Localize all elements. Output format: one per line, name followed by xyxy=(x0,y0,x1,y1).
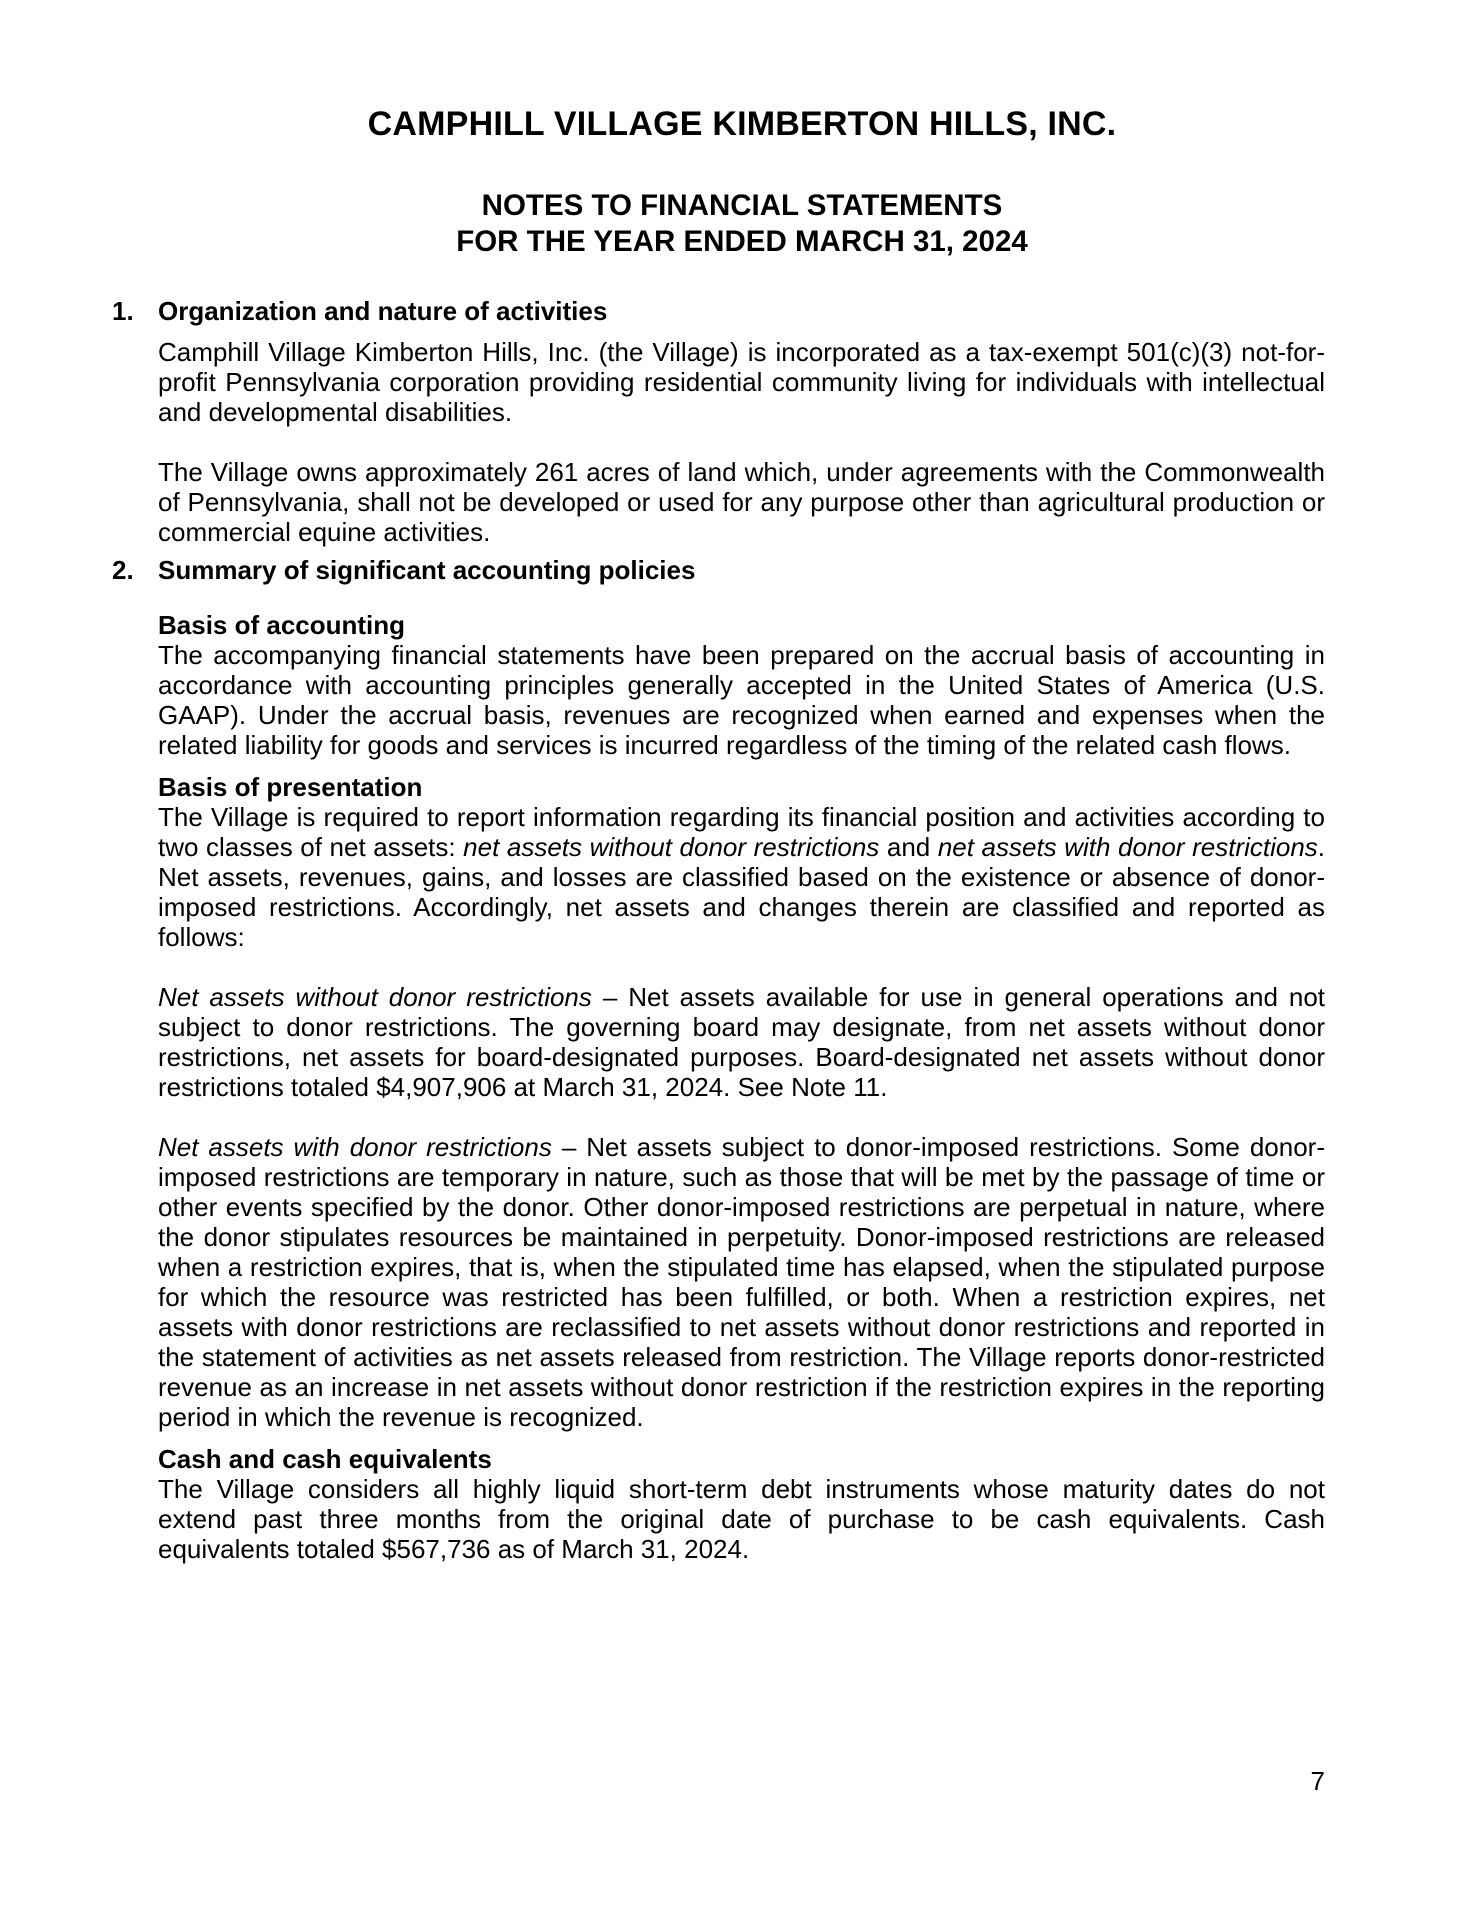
subsection-heading: Basis of accounting xyxy=(158,610,406,640)
paragraph xyxy=(158,802,1325,952)
document-body xyxy=(112,296,1325,1564)
italic-term: net assets with donor restrictions xyxy=(937,832,1318,862)
text-run: – Net assets available for use in general operations and not subject to donor restrictions. The governing board may designate, from net assets without donor restrictions, net assets for board-designated purposes. Board-designated net assets without donor restrictions totaled $4,907,906 at March 31, 2024. See Note 11. xyxy=(158,982,1326,1102)
document-subtitle xyxy=(0,188,1484,260)
section-number: 2. xyxy=(112,555,134,585)
paragraph xyxy=(158,640,1325,760)
section-heading-row xyxy=(112,555,1325,585)
subsection-cash-equivalents xyxy=(158,1444,1325,1564)
italic-term: Net assets without donor restrictions xyxy=(158,982,592,1012)
text-run: – Net assets subject to donor-imposed restrictions. Some donor-imposed restrictions are temporary in nature, such as those that will be met by the passage of time or other events specified by the donor. Other donor-imposed restrictions are perpetual in nature, where the donor stipulates resources be maintained in perpetuity. Donor-imposed restrictions are released when a restriction expires, that is, when the stipulated time has elapsed, when the stipulated purpose for which the resource was restricted has been fulfilled, or both. When a restriction expires, net assets with donor restrictions are reclassified to net assets without donor restrictions and reported in the statement of activities as net assets released from restriction. The Village reports donor-restricted revenue as an increase in net assets without donor restriction if the restriction expires in the reporting period in which the revenue is recognized. xyxy=(158,1132,1325,1432)
subsection-basis-of-accounting xyxy=(158,610,1325,760)
paragraph xyxy=(158,337,1325,427)
page-number: 7 xyxy=(1310,1766,1325,1796)
paragraph xyxy=(158,1474,1325,1564)
paragraph xyxy=(158,457,1325,547)
text-run: Camphill Village Kimberton Hills, Inc. (the Village) is incorporated as a tax-exempt 501(c)(3) not-for-profit Pennsylvania corporation providing residential community living for individuals with intellectual and developmental disabilities. xyxy=(158,337,1325,427)
italic-term: Net assets with donor restrictions xyxy=(158,1132,552,1162)
document-header xyxy=(0,0,1484,260)
text-run: The accompanying financial statements have been prepared on the accrual basis of accounting in accordance with accounting principles generally accepted in the United States of America (U.S. GAAP). Under the accrual basis, revenues are recognized when earned and expenses when the related liability for goods and services is incurred regardless of the timing of the related cash flows. xyxy=(158,640,1325,760)
section-accounting-policies xyxy=(112,555,1325,1564)
subtitle-line-1: NOTES TO FINANCIAL STATEMENTS xyxy=(481,189,1003,222)
subsection-heading: Basis of presentation xyxy=(158,772,423,802)
document-title: CAMPHILL VILLAGE KIMBERTON HILLS, INC. xyxy=(367,105,1117,143)
section-organization xyxy=(112,296,1325,547)
text-run: The Village owns approximately 261 acres of land which, under agreements with the Commonwealth of Pennsylvania, shall not be developed or used for any purpose other than agricultural production or commercial equine activities. xyxy=(158,457,1325,547)
paragraph xyxy=(158,982,1325,1102)
subtitle-line-2: FOR THE YEAR ENDED MARCH 31, 2024 xyxy=(456,225,1028,258)
text-run: The Village considers all highly liquid short-term debt instruments whose maturity dates do not extend past three months from the original date of purchase to be cash equivalents. Cash equivalents totaled $567,736 as of March 31, 2024. xyxy=(158,1474,1325,1564)
text-run: . Net assets, revenues, gains, and losses are classified based on the existence or absence of donor-imposed restrictions. Accordingly, net assets and changes therein are classified and reported as follows: xyxy=(158,832,1326,952)
section-number: 1. xyxy=(112,296,134,326)
section-body xyxy=(158,337,1325,547)
text-run: The Village is required to report information regarding its financial position and activities according to two classes of net assets: xyxy=(158,802,1325,862)
subsection-heading: Cash and cash equivalents xyxy=(158,1444,492,1474)
text-run: and xyxy=(879,832,938,862)
section-heading-row xyxy=(112,296,1325,326)
subsection-basis-of-presentation xyxy=(158,772,1325,1432)
italic-term: net assets without donor restrictions xyxy=(463,832,880,862)
section-heading: Summary of significant accounting policies xyxy=(158,555,696,585)
paragraph xyxy=(158,1132,1325,1432)
section-heading: Organization and nature of activities xyxy=(158,296,608,326)
section-body xyxy=(158,610,1325,1564)
